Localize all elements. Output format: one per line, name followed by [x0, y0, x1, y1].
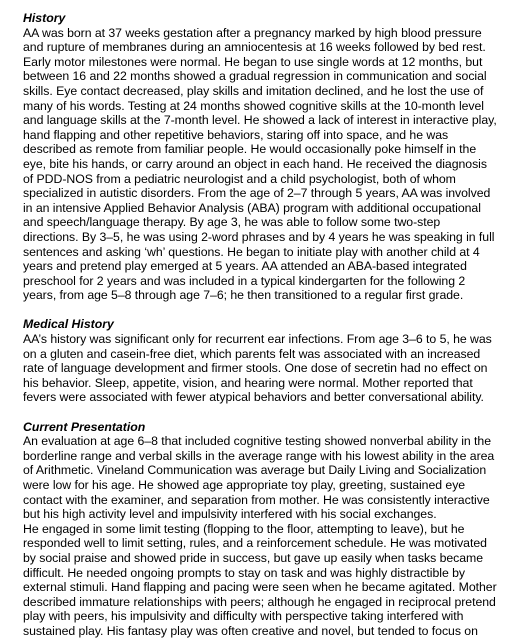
- history-section: [23, 11, 519, 303]
- document-page: [23, 11, 519, 639]
- medical-history-paragraph: AA’s history was significant only for recurrent ear infections. From age 3–6 to 5, he was on a gluten and casein-free diet, which parents felt was associated with an increased rate of language development and firmer stools. One dose of secretin had no effect on his behavior. Sleep, appetite, vision, and hearing were normal. Mother reported that fevers were associated with fewer atypical behaviors and better conversational ability.: [23, 332, 492, 405]
- current-presentation-paragraph-1: An evaluation at age 6–8 that included cognitive testing showed nonverbal ability in the borderline range and verbal skills in the average range with his lowest ability in the area of Arithmetic. Vineland Communication was average but Daily Living and Socialization were low for his age. He showed age appropriate toy play, greeting, sustained eye contact with the examiner, and separation from mother. He was consistently interactive but his high activity level and impulsivity interfered with his social exchanges.: [23, 434, 495, 522]
- history-paragraph: AA was born at 37 weeks gestation after a pregnancy marked by high blood pressure and rupture of membranes during an amniocentesis at 16 weeks followed by bed rest. Early motor milestones were normal. He began to use single words at 12 months, but between 16 and 22 months showed a gradual regression in communication and social skills. Eye contact decreased, play skills and imitation declined, and he lost the use of many of his words. Testing at 24 months showed cognitive skills at the 10-month level and language skills at the 7-month level. He showed a lack of interest in interactive play, hand flapping and other repetitive behaviors, staring off into space, and he was described as remote from familiar people. He would occasionally poke himself in the eye, bite his hands, or carry around an object in each hand. He received the diagnosis of PDD-NOS from a pediatric neurologist and a child psychologist, both of whom specialized in autistic disorders. From the age of 2–7 through 5 years, AA was involved in an intensive Applied Behavior Analysis (ABA) program with additional occupational and speech/language therapy. By age 3, he was able to follow some two-step directions. By 3–5, he was using 2-word phrases and by 4 years he was speaking in full sentences and asking ‘wh’ questions. He began to initiate play with another child at 4 years and pretend play emerged at 5 years. AA attended an ABA-based integrated preschool for 2 years and was included in a typical kindergarten for the following 2 years, from age 5–8 through age 7–6; he then transitioned to a regular first grade.: [23, 25, 497, 303]
- section-heading-current-presentation: Current Presentation: [23, 419, 146, 434]
- section-heading-history: History: [23, 11, 66, 25]
- current-presentation-section: [23, 420, 519, 639]
- section-spacer: [23, 303, 519, 318]
- section-spacer: [23, 405, 519, 420]
- section-heading-medical-history: Medical History: [23, 317, 114, 332]
- current-presentation-paragraph-2: He engaged in some limit testing (flopping to the floor, attempting to leave), but he responded well to limit setting, rules, and a reinforcement schedule. He was motivated by social praise and showed pride in success, but gave up easily when tasks became difficult. He needed ongoing prompts to stay on task and was highly distractible by external stimuli. Hand flapping and pacing were seen when he became agitated. Mother described immature relationships with peers; although he engaged in reciprocal pretend play with peers, his impulsivity and difficulty with perspective taking interfered with sustained play. His fantasy play was often creative and novel, but tended to focus on: [23, 521, 497, 638]
- medical-history-section: [23, 317, 519, 405]
